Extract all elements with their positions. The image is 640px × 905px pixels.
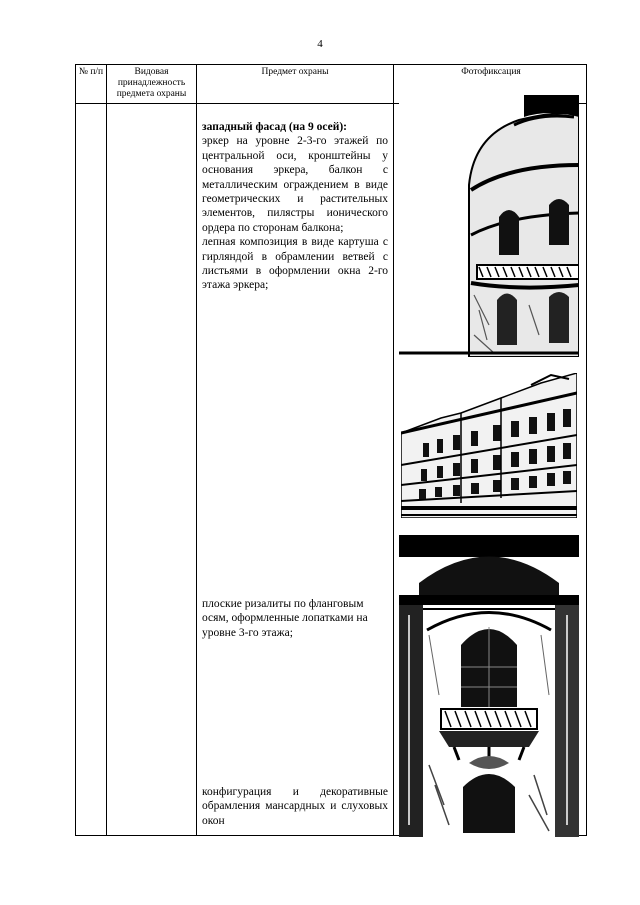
dormers-text: конфигурация и декоративные обрамления мансардных и слуховых окон [202, 786, 388, 827]
column-divider [393, 65, 394, 835]
column-divider [106, 65, 107, 835]
column-divider [196, 65, 197, 835]
photo-bay-window-detail [399, 535, 579, 837]
facade-title: западный фасад (на 9 осей): [202, 121, 348, 133]
risalits-text: плоские ризалиты по фланговым осям, оформленные лопатками на уровне 3-го этажа; [202, 598, 368, 639]
protection-table [75, 64, 587, 836]
header-num: № п/п [78, 67, 104, 77]
page-number: 4 [317, 38, 323, 50]
photo-bay-window-tower [399, 95, 579, 357]
subject-facade-block [202, 120, 388, 293]
header-subject: Предмет охраны [261, 67, 329, 77]
photo-west-facade [401, 373, 577, 518]
stucco-text: лепная композиция в виде картуша с гирляндой в обрамлении ветвей с листьями в оформлении окна 2-го этажа эркера; [202, 236, 388, 292]
header-type: Видовая принадлежность предмета охраны [116, 67, 187, 99]
header-photo: Фотофиксация [461, 67, 521, 77]
bay-window-text: эркер на уровне 2-3-го этажей по центральной оси, кронштейны у основания эркера, балкон с металлическим ограждением в виде геометрических и растительных элементов, пилястры ионического ордера по сторонам балкона; [202, 135, 388, 234]
